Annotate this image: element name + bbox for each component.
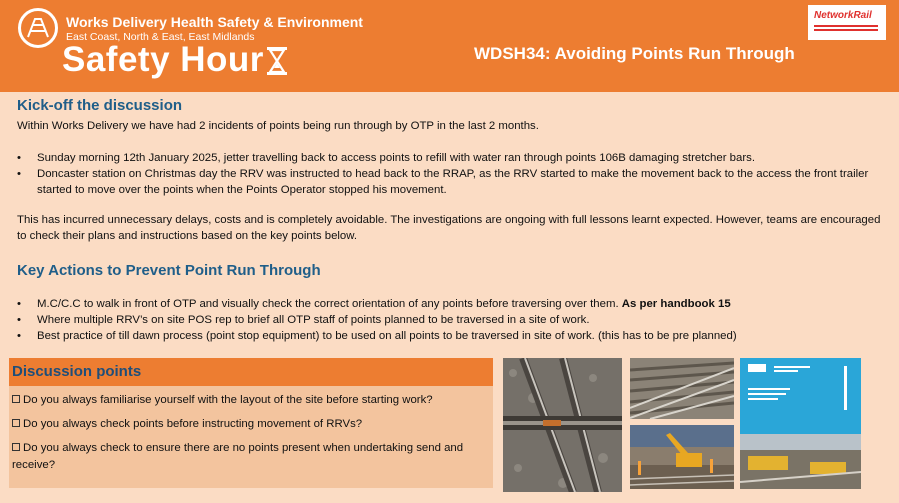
network-rail-logo-text: NetworkRail [814,10,872,21]
discussion-item [12,392,490,409]
checkbox-icon [12,419,20,427]
checkbox-icon [12,443,20,451]
discussion-item-text: Do you always check to ensure there are no points present when undertaking send and receive? [12,442,464,471]
incident-item: • Doncaster station on Christmas day the RRV was instructed to head back to the RRAP, as the RRV started to make the movement back to the access the front trailer started to move over the points when the Points Operator stopped his movement. [17,166,879,198]
incident-list [17,150,879,198]
points-closeup-photo [503,358,622,492]
action-item [17,296,879,312]
org-subtitle: East Coast, North & East, East Midlands [66,31,255,43]
kickoff-intro: Within Works Delivery we have had 2 incidents of points being run through by OTP in the last 2 months. [17,120,539,132]
safety-hour-title: Safety Hour [62,40,264,79]
discussion-item-text: Do you always check points before instructing movement of RRVs? [23,418,363,430]
checkbox-icon [12,395,20,403]
hourglass-icon [266,46,288,76]
header-banner [0,0,899,92]
discussion-item [12,416,490,433]
discussion-panel [9,358,493,488]
actions-heading: Key Actions to Prevent Point Run Through [17,262,321,279]
kickoff-heading: Kick-off the discussion [17,97,183,114]
action-item [17,312,879,328]
rrv-worksite-photo [630,425,734,489]
action-item-text: Best practice of till dawn process (point stop equipment) to be used on all points to be traversed in site of work. (this has to be pre planned) [37,330,737,342]
document-title: WDSH34: Avoiding Points Run Through [474,44,795,63]
action-item-emphasis: As per handbook 15 [621,298,731,310]
org-title: Works Delivery Health Safety & Environment [66,14,363,30]
action-item-text: Where multiple RRV’s on site POS rep to brief all OTP staff of points planned to be traversed in a site of work. [37,314,590,326]
action-item-text: M.C/C.C to walk in front of OTP and visually check the correct orientation of any points before traversing over them. [37,298,622,310]
track-switch-photo [630,358,734,419]
discussion-heading: Discussion points [12,363,142,380]
rail-logo-icon [18,8,58,48]
network-rail-logo [808,5,886,40]
incident-item: • Sunday morning 12th January 2025, jetter travelling back to access points to refill with water ran through points 106B damaging stretcher bars. [17,150,879,166]
discussion-header [9,358,493,386]
actions-list [17,296,879,344]
action-item [17,328,879,344]
handbook-15-cover-image [740,358,861,489]
discussion-item-text: Do you always familiarise yourself with the layout of the site before starting work? [23,394,433,406]
kickoff-summary: This has incurred unnecessary delays, costs and is completely avoidable. The investigations are ongoing with full lessons learnt expected. However, teams are encouraged to check their plans and instructions based on the key points below. [17,214,881,242]
discussion-item [12,440,490,474]
network-rail-logo-mark-icon [814,25,878,31]
